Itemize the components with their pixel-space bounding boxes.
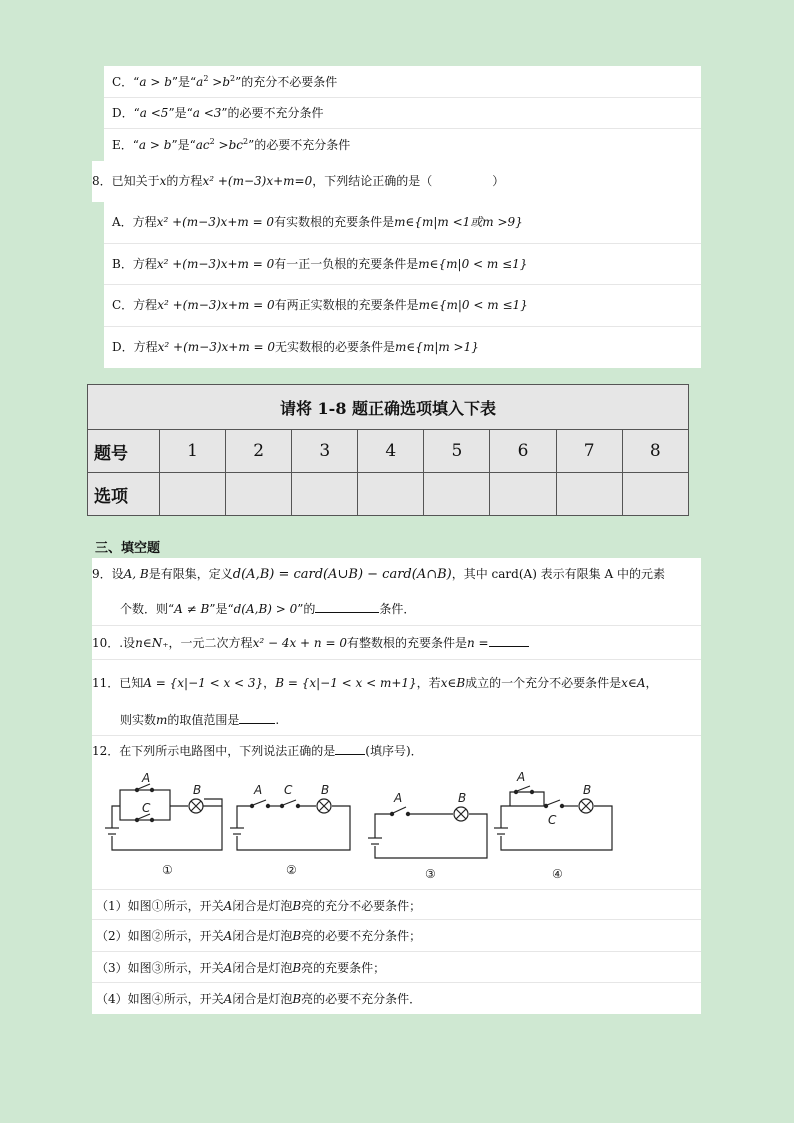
q9-cond1: A ≠ B xyxy=(174,602,210,616)
diagram-1-bulb-B-label: B xyxy=(193,783,202,797)
q8-option-C xyxy=(104,285,701,327)
answer-cell[interactable] xyxy=(226,473,292,516)
q12-item-4-bulb: B xyxy=(292,992,302,1006)
q12-item-2-bulb: B xyxy=(292,929,302,943)
q9-line2-end: 条件． xyxy=(379,602,416,616)
q12-item-4-prefix: （4）如图④所示，开关 xyxy=(96,992,224,1006)
q10-prefix: 10．.设 xyxy=(92,636,136,650)
q11-line1 xyxy=(92,660,701,704)
q8-option-B-set: m∈{m|0 < m ≤1} xyxy=(418,257,528,271)
q12-item-3-prefix: （3）如图③所示，开关 xyxy=(96,961,224,975)
q12-item-4-switch: A xyxy=(223,992,233,1006)
diagram-2-switch-A-label: A xyxy=(254,783,263,797)
option-D-suffix: ”的必要不充分条件 xyxy=(221,106,324,120)
option-E-bc: bc xyxy=(228,138,243,152)
q9-line1 xyxy=(92,558,701,592)
diagram-4-switch-C-label: C xyxy=(548,813,557,827)
q12-item-3-suffix: 亮的充要条件； xyxy=(301,961,386,975)
q12-item-3-bulb: B xyxy=(292,961,302,975)
q11-sep: ， xyxy=(263,676,276,690)
option-E-cond1: a > b xyxy=(138,138,172,152)
q8-stem-mid: 的方程 xyxy=(166,174,203,188)
q12-stem xyxy=(92,736,701,766)
diagram-3-bulb-B-label: B xyxy=(458,791,467,805)
q9-answer-blank[interactable] xyxy=(315,600,379,613)
answer-cell[interactable] xyxy=(358,473,424,516)
answer-cell[interactable] xyxy=(490,473,556,516)
option-D-line xyxy=(104,98,701,129)
q8-option-D-eq: x² +(m−3)x+m = 0 xyxy=(157,340,276,354)
section-3-title: 三、填空题 xyxy=(95,541,161,556)
answer-table-number: 7 xyxy=(556,430,622,473)
q9-prefix: 9．设 xyxy=(92,567,124,581)
circuit-diagram-2 xyxy=(230,783,350,877)
q12-item-3-switch: A xyxy=(223,961,233,975)
option-C-mid: ”是“ xyxy=(171,75,197,89)
q8-option-A-eq: x² +(m−3)x+m = 0 xyxy=(156,215,275,229)
q10-answer-blank[interactable] xyxy=(489,634,529,647)
q11-line2-prefix: 则实数 xyxy=(120,713,157,727)
q12-item-2-prefix: （2）如图②所示，开关 xyxy=(96,929,224,943)
option-D-cond2: a <3 xyxy=(192,106,222,120)
q11-end: ， xyxy=(645,676,658,690)
q8-options-panel xyxy=(104,202,701,368)
q12-item-4-suffix: 亮的必要不充分条件． xyxy=(301,992,422,1006)
diagram-4-bulb-B-label: B xyxy=(583,783,592,797)
q12-item-2 xyxy=(92,920,701,952)
q8-option-A xyxy=(104,202,701,244)
answer-table-number: 3 xyxy=(292,430,358,473)
q8-option-B-label: B．方程 xyxy=(112,257,157,271)
q11-line2 xyxy=(92,704,701,736)
option-C-a: a xyxy=(139,75,147,89)
option-C-suffix: ”的充分不必要条件 xyxy=(235,75,338,89)
q9-line2-suffix: ”的 xyxy=(297,602,316,616)
q11-prefix: 11．已知 xyxy=(92,676,144,690)
answer-table-number: 5 xyxy=(424,430,490,473)
q12-item-1-switch: A xyxy=(223,899,233,913)
q8-option-D xyxy=(104,327,701,368)
q12-item-1-suffix: 亮的充分不必要条件； xyxy=(301,899,422,913)
q11-mid2: 成立的一个充分不必要条件是 xyxy=(465,676,622,690)
option-E-ac: ac xyxy=(195,138,210,152)
circuit-diagram-4 xyxy=(494,770,612,881)
q8-option-A-label: A．方程 xyxy=(112,215,157,229)
answer-cell[interactable] xyxy=(622,473,688,516)
option-D-mid: ”是“ xyxy=(168,106,193,120)
answer-table-number: 4 xyxy=(358,430,424,473)
answer-table-number: 8 xyxy=(622,430,688,473)
option-C-b: b xyxy=(164,75,172,89)
option-C-line: C．“a > b”是“$a^2 >b^2$”的充分不必要条件 xyxy=(104,66,701,98)
q10-mid: ，一元二次方程 xyxy=(168,636,253,650)
option-D-prefix: D．“ xyxy=(112,106,140,120)
q11-answer-blank[interactable] xyxy=(239,711,275,724)
q12-item-3 xyxy=(92,952,701,983)
option-E-line: E．“a > b”是“$ac^2 >bc^2$”的必要不充分条件 xyxy=(112,137,351,152)
q11-set-B: B = {x|−1 < x < m+1} xyxy=(275,676,417,690)
q8-option-C-label: C．方程 xyxy=(112,298,158,312)
q8-option-B-text: 有一正一负根的充要条件是 xyxy=(274,257,419,271)
option-C-gt2: > xyxy=(212,75,223,89)
q8-option-A-text: 有实数根的充要条件是 xyxy=(274,215,395,229)
diagram-2-bulb-B-label: B xyxy=(321,783,330,797)
option-D-cond1: a <5 xyxy=(139,106,169,120)
answer-table-title: 请将 1-8 题正确选项填入下表 xyxy=(88,385,689,430)
q8-option-D-label: D．方程 xyxy=(112,340,158,354)
answer-table-number: 6 xyxy=(490,430,556,473)
q11-line2-end: . xyxy=(275,713,280,727)
q8-option-B xyxy=(104,244,701,285)
answer-cell[interactable] xyxy=(556,473,622,516)
q8-option-D-text: 无实数根的必要条件是 xyxy=(275,340,396,354)
option-E-mid: ”是“ xyxy=(171,138,196,152)
q12-item-1-prefix: （1）如图①所示，开关 xyxy=(96,899,224,913)
q8-option-C-text: 有两正实数根的充要条件是 xyxy=(274,298,419,312)
q9-definition: d(A,B) = card(A∪B) − card(A∩B) xyxy=(232,567,452,582)
q12-item-2-suffix: 亮的必要不充分条件； xyxy=(301,929,422,943)
fill-blank-panel xyxy=(92,558,701,1014)
q11-line2-suffix: 的取值范围是 xyxy=(167,713,240,727)
answer-table-number-header: 题号 xyxy=(88,430,160,473)
q11-mid: ，若 xyxy=(416,676,441,690)
q12-item-4 xyxy=(92,983,701,1014)
answer-cell[interactable] xyxy=(424,473,490,516)
answer-table-choice-header: 选项 xyxy=(88,473,160,516)
q10-answer-label: n = xyxy=(466,636,489,650)
q11-set-A: A = {x|−1 < x < 3} xyxy=(143,676,264,690)
option-C-gt: > xyxy=(150,75,161,89)
q12-item-1 xyxy=(92,889,701,920)
q8-stem-var: x xyxy=(159,174,167,188)
q8-option-A-set: m∈{m|m <1或m >9} xyxy=(394,215,523,229)
q12-item-3-mid: 闭合是灯泡 xyxy=(232,961,293,975)
q8-option-D-set: m∈{m|m >1} xyxy=(395,340,479,354)
q8-stem-prefix: 8．已知关于 xyxy=(92,174,160,188)
options-panel-top xyxy=(104,66,701,161)
q12-stem-prefix: 12．在下列所示电路图中，下列说法正确的是 xyxy=(92,744,336,758)
option-E-gt: > xyxy=(218,138,229,152)
circuit-diagrams xyxy=(92,766,701,881)
q12-answer-blank[interactable] xyxy=(335,742,365,755)
q12-item-1-mid: 闭合是灯泡 xyxy=(232,899,293,913)
q11-line2-var: m xyxy=(156,713,168,727)
option-E-suffix: ”的必要不充分条件 xyxy=(248,138,351,152)
circuit-diagram-1 xyxy=(105,771,222,877)
q8-option-B-eq: x² +(m−3)x+m = 0 xyxy=(156,257,275,271)
diagram-1-switch-A-label: A xyxy=(142,771,151,785)
diagram-4-switch-A-label: A xyxy=(517,770,526,784)
q8-option-C-eq: x² +(m−3)x+m = 0 xyxy=(157,298,275,312)
answer-cell[interactable] xyxy=(160,473,226,516)
q12-item-2-switch: A xyxy=(223,929,233,943)
q9-suffix: ，其中 card(A) 表示有限集 A 中的元素 xyxy=(451,567,665,581)
q9-cond2: d(A,B) > 0 xyxy=(233,602,298,616)
diagram-2-label: ② xyxy=(286,863,297,877)
answer-table xyxy=(87,384,689,516)
option-E-prefix: E．“ xyxy=(112,138,139,152)
diagram-4-label: ④ xyxy=(552,867,563,881)
option-C-prefix: C．“ xyxy=(112,75,140,89)
q9-line2-prefix: 个数．则“ xyxy=(120,602,175,616)
diagram-2-switch-C-label: C xyxy=(284,783,293,797)
q12-stem-suffix: (填序号)． xyxy=(365,744,423,758)
circuit-diagram-3 xyxy=(368,791,487,881)
q9-sets: A, B xyxy=(123,567,149,581)
q10-equation: x² − 4x + n = 0 xyxy=(252,636,347,650)
q9-line2-mid: ”是“ xyxy=(209,602,234,616)
diagram-3-switch-A-label: A xyxy=(394,791,403,805)
q9-line2 xyxy=(92,592,701,626)
q9-mid: 是有限集，定义 xyxy=(148,567,233,581)
option-C-a2: a xyxy=(196,75,204,89)
q12-item-2-mid: 闭合是灯泡 xyxy=(232,929,293,943)
q8-stem-panel xyxy=(92,161,701,202)
q8-stem-suffix: ，下列结论正确的是（ ） xyxy=(312,174,505,188)
diagram-3-label: ③ xyxy=(425,867,436,881)
answer-table-number: 2 xyxy=(226,430,292,473)
q10-line xyxy=(92,626,701,660)
answer-cell[interactable] xyxy=(292,473,358,516)
q8-equation: x² +(m−3)x+m=0 xyxy=(202,174,313,188)
q11-cond1: x∈B xyxy=(440,676,466,690)
q10-suffix: 有整数根的充要条件是 xyxy=(346,636,467,650)
q11-cond2: x∈A xyxy=(621,676,646,690)
q12-item-4-mid: 闭合是灯泡 xyxy=(232,992,293,1006)
diagram-1-label: ① xyxy=(162,863,173,877)
answer-table-number: 1 xyxy=(160,430,226,473)
q8-stem xyxy=(92,161,701,202)
option-C-b2: b xyxy=(222,75,230,89)
q8-option-C-set: m∈{m|0 < m ≤1} xyxy=(418,298,528,312)
q12-item-1-bulb: B xyxy=(292,899,302,913)
q10-cond: n∈N₊ xyxy=(135,636,169,650)
diagram-1-switch-C-label: C xyxy=(142,801,151,815)
